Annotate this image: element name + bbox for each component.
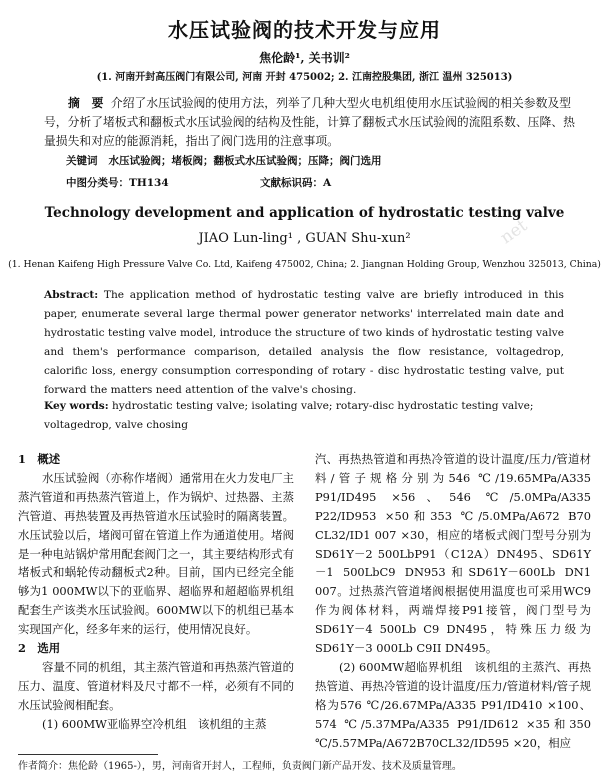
document-id-cn (260, 175, 331, 190)
body-column-left (18, 450, 294, 734)
classification-cn (66, 175, 169, 190)
section-2-paragraph-2-cont: 汽、再热热管道和再热冷管道的设计温度/压力/管道材料/管子规格分别为546 ℃/19.65MPa/A335 P91/ID495 ×56、546 ℃/5.0MPa/A335 P22/ID953 ×50和353 ℃/5.0MPa/A672 B70 CL32/ID1 007 ×30，相应的堵板式阀门型号分别为SD61Y－2 500LbP91（C12A）DN495、SD61Y－1 500LbC9 DN953和SD61Y－600Lb DN1 007。过热蒸汽管道堵阀根据使用温度也可采用WC9作为阀体材料，两端焊接P91接管，阀门型号为SD61Y－4 500Lb C9 DN495，特殊压力级为SD61Y－3 000Lb C9II DN495。 (315, 452, 591, 656)
section-1-paragraph: 水压试验阀（亦称作堵阀）通常用在火力发电厂主蒸汽管道和再热蒸汽管道上，作为锅炉、过热器、主蒸汽管道、再热装置及再热管道水压试验时的隔离装置。水压试验以后，堵阀可留在管道上作为通道使用。堵阀是一种电站锅炉常用配套阀门之一，其主要结构形式有堵板式和蜗轮传动翻板式2种。目前，国内已经完全能够为1 000MW以下的亚临界、超临界和超超临界机组配套生产该类水压试验阀。600MW以下的机组已基本实现国产化，经多年来的运行，使用情况良好。 (18, 470, 294, 637)
paper-title-en: Technology development and application of hydrostatic testing valve (44, 205, 565, 221)
section-2-paragraph-3: (2) 600MW超临界机组 该机组的主蒸汽、再热热管道、再热冷管道的设计温度/压力/管道材料/管子规格为576 ℃/26.67MPa/A335 P91/ID410 ×100、574 ℃/5.37MPa/A335 P91/ID612 ×35和350 ℃/5.57MPa/A672B70CL32/ID595 ×20，相应 (315, 659, 591, 750)
classification-label: 中图分类号： (66, 177, 129, 189)
abstract-en (44, 286, 564, 400)
author-footnote: 作者简介：焦伦龄（1965-），男，河南省开封人，工程师，负责阀门新产品开发、技术及质量管理。 (18, 761, 462, 772)
keywords-label-cn: 关键词 (66, 155, 98, 167)
abstract-text-cn: 介绍了水压试验阀的使用方法，列举了几种大型火电机组使用水压试验阀的相关参数及型号，分析了堵板式和翻板式水压试验阀的结构及性能，计算了翻板式水压试验阀的流阻系数、压降、热量损失和对应的能源消耗，指出了阀门选用的注意事项。 (44, 96, 575, 148)
watermark: net (496, 215, 532, 249)
keywords-en (44, 397, 564, 435)
abstract-label-en: Abstract: (44, 289, 99, 301)
affiliation-en: (1. Henan Kaifeng High Pressure Valve Co. Ltd, Kaifeng 475002, China; 2. Jiangnan Holding Group, Wenzhou 325013, China) (8, 259, 601, 270)
section-heading-2: 2 选用 (18, 641, 61, 656)
keywords-cn (66, 153, 381, 168)
abstract-text-en: The application method of hydrostatic testing valve are briefly introduced in this paper, enumerate several large thermal power generator networks' interrelated main date and hydrostatic testing valve model, introduce the structure of two kinds of hydrostatic testing valve and them's performance comparison, detailed analysis the flow resistance, voltagedrop, calorific loss, energy consumption corresponding of rotary - disc hydrostatic testing valve, put forward the matters need attention of the valve's chosing. (44, 289, 564, 396)
abstract-label-cn: 摘 要 (68, 96, 104, 110)
abstract-cn (44, 94, 579, 151)
keywords-text-cn: 水压试验阀；堵板阀；翻板式水压试验阀；压降；阀门选用 (108, 155, 382, 167)
keywords-text-en: hydrostatic testing valve; isolating valve; rotary-disc hydrostatic testing valve; voltagedrop, valve chosing (44, 400, 534, 431)
section-2-paragraph-1: 容量不同的机组，其主蒸汽管道和再热蒸汽管道的压力、温度、管道材料及尺寸都不一样，必须有不同的水压试验阀相配套。 (18, 659, 294, 712)
paper-title-cn: 水压试验阀的技术开发与应用 (168, 18, 441, 42)
section-heading-1: 1 概述 (18, 452, 61, 466)
keywords-label-en: Key words: (44, 400, 109, 412)
section-2-paragraph-2: (1) 600MW亚临界空冷机组 该机组的主蒸 (42, 716, 267, 731)
affiliation-cn: (1. 河南开封高压阀门有限公司, 河南 开封 475002; 2. 江南控股集团, 浙江 温州 325013) (96, 72, 513, 83)
footnote-divider (18, 754, 158, 755)
classification-value: TH134 (129, 177, 169, 189)
document-id-label: 文献标识码： (260, 177, 323, 189)
authors-cn: 焦伦龄¹, 关书训² (259, 51, 350, 65)
document-id-value: A (323, 177, 332, 189)
authors-en: JIAO Lun-ling¹ , GUAN Shu-xun² (198, 231, 411, 246)
body-column-right (315, 450, 591, 753)
